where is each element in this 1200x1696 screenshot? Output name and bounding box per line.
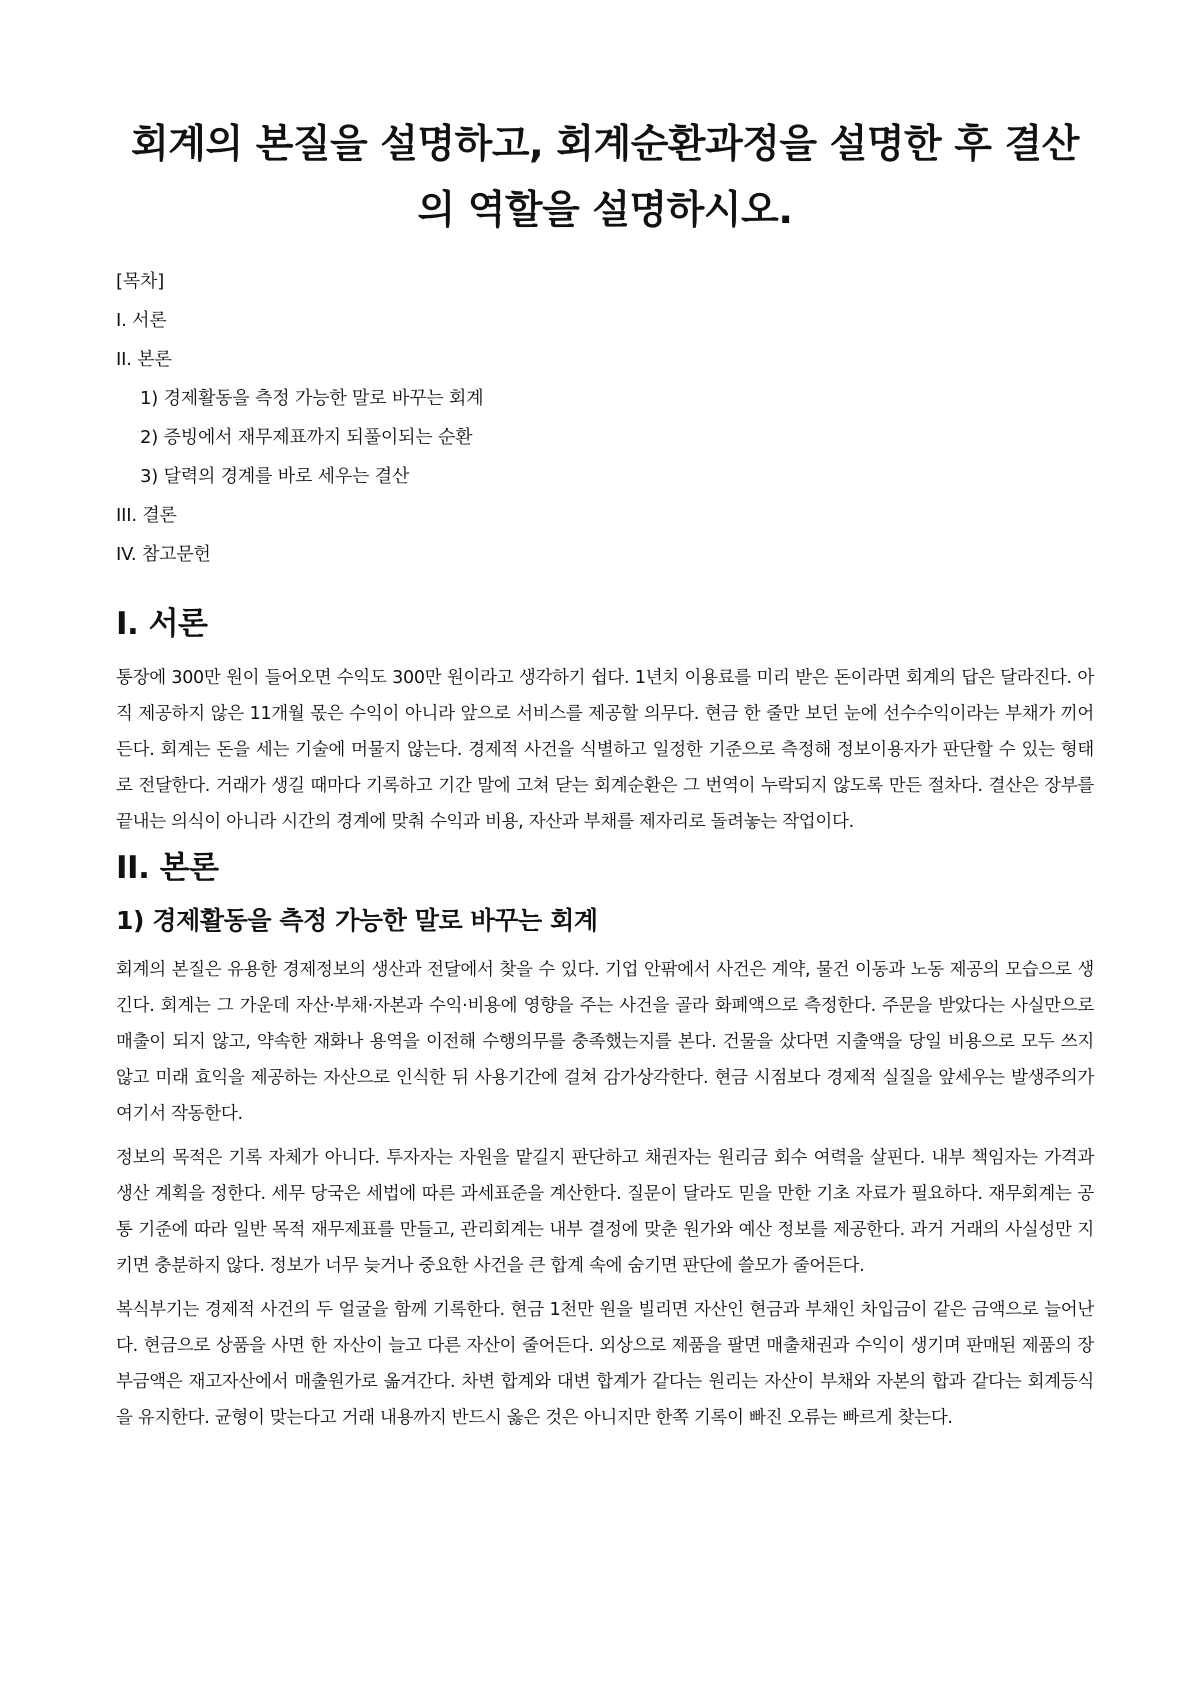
- body-paragraph: 회계의 본질은 유용한 경제정보의 생산과 전달에서 찾을 수 있다. 기업 안팎에서 사건은 계약, 물건 이동과 노동 제공의 모습으로 생긴다. 회계는 그 가운데 자산·부채·자본과 수익·비용에 영향을 주는 사건을 골라 화폐액으로 측정한다. 주문을 받았다는 사실만으로 매출이 되지 않고, 약속한 재화나 용역을 이전해 수행의무를 충족했는지를 본다. 건물을 샀다면 지출액을 당일 비용으로 모두 쓰지 않고 미래 효익을 제공하는 자산으로 인식한 뒤 사용기간에 걸쳐 감가상각한다. 현금 시점보다 경제적 실질을 앞세우는 발생주의가 여기서 작동한다.: [116, 960, 1094, 1124]
- body-section: [116, 848, 1094, 1436]
- toc-heading: [목차]: [116, 271, 165, 292]
- page-title: 회계의 본질을 설명하고, 회계순환과정을 설명한 후 결산의 역할을 설명하시오.: [131, 122, 1079, 233]
- body-paragraph: 복식부기는 경제적 사건의 두 얼굴을 함께 기록한다. 현금 1천만 원을 빌리면 자산인 현금과 부채인 차입금이 같은 금액으로 늘어난다. 현금으로 상품을 사면 한 자산이 늘고 다른 자산이 줄어든다. 외상으로 제품을 팔면 매출채권과 수익이 생기며 판매된 제품의 장부금액은 재고자산에서 매출원가로 옮겨간다. 차변 합계와 대변 합계가 같다는 원리는 자산이 부채와 자본의 합과 같다는 회계등식을 유지한다. 균형이 맞는다고 거래 내용까지 반드시 옳은 것은 아니지만 한쪽 기록이 빠진 오류는 빠르게 찾는다.: [116, 1300, 1094, 1428]
- toc-subitem: 3) 달력의 경계를 바로 세우는 결산: [140, 466, 410, 487]
- toc-item: I. 서론: [116, 310, 167, 331]
- toc-item: II. 본론: [116, 349, 172, 370]
- toc-subitem: 2) 증빙에서 재무제표까지 되풀이되는 순환: [140, 427, 473, 448]
- toc-item: IV. 참고문헌: [116, 544, 211, 565]
- intro-heading: I. 서론: [116, 606, 208, 642]
- table-of-contents: [116, 262, 1094, 574]
- body-paragraph: 정보의 목적은 기록 자체가 아니다. 투자자는 자원을 맡길지 판단하고 채권자는 원리금 회수 여력을 살핀다. 내부 책임자는 가격과 생산 계획을 정한다. 세무 당국은 세법에 따른 과세표준을 계산한다. 질문이 달라도 믿을 만한 기초 자료가 필요하다. 재무회계는 공통 기준에 따라 일반 목적 재무제표를 만들고, 관리회계는 내부 결정에 맞춘 원가와 예산 정보를 제공한다. 과거 거래의 사실성만 지키면 충분하지 않다. 정보가 너무 늦거나 중요한 사건을 큰 합계 속에 숨기면 판단에 쓸모가 줄어든다.: [116, 1148, 1094, 1276]
- body-heading: II. 본론: [116, 850, 219, 886]
- toc-item: III. 결론: [116, 505, 177, 526]
- intro-section: [116, 604, 1094, 840]
- toc-subitem: 1) 경제활동을 측정 가능한 말로 바꾸는 회계: [140, 388, 484, 409]
- subsection-heading: 1) 경제활동을 측정 가능한 말로 바꾸는 회계: [116, 906, 598, 935]
- subsection-1: [116, 904, 1094, 1436]
- intro-paragraph: 통장에 300만 원이 들어오면 수익도 300만 원이라고 생각하기 쉽다. 1년치 이용료를 미리 받은 돈이라면 회계의 답은 달라진다. 아직 제공하지 않은 11개월 몫은 수익이 아니라 앞으로 서비스를 제공할 의무다. 현금 한 줄만 보던 눈에 선수수익이라는 부채가 끼어든다. 회계는 돈을 세는 기술에 머물지 않는다. 경제적 사건을 식별하고 일정한 기준으로 측정해 정보이용자가 판단할 수 있는 형태로 전달한다. 거래가 생길 때마다 기록하고 기간 말에 고쳐 닫는 회계순환은 그 번역이 누락되지 않도록 만든 절차다. 결산은 장부를 끝내는 의식이 아니라 시간의 경계에 맞춰 수익과 비용, 자산과 부채를 제자리로 돌려놓는 작업이다.: [116, 668, 1094, 832]
